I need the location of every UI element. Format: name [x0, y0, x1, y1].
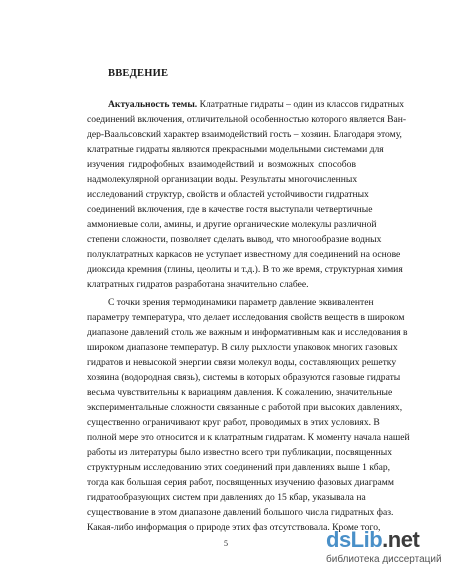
text-line: гидратообразующих систем при давлениях до 15 кбар, указывала на [87, 492, 366, 503]
text-line: существование в этом диапазоне давлений большого числа гидратных фаз. [87, 507, 394, 518]
text-line: соединений включения, отличительной особенностью которого является Ван- [87, 114, 407, 125]
first-line-rest: Клатратные гидраты – один из классов гидратных [199, 99, 405, 110]
text-line: исследований структур, свойств и областей устойчивости гидратных [87, 189, 369, 200]
text-line: весьма чувствительны к вариациям давления. К сожалению, значительные [87, 387, 393, 398]
text-line: хозяина (водородная связь), системы в которых образуются газовые гидраты [87, 372, 401, 383]
text-line: изучения гидрофобных взаимодействий и возможных способов [87, 159, 356, 170]
text-line: параметру температура, что делает исследования свойств веществ в широком [87, 312, 405, 323]
text-line: диапазоне давлений столь же важным и информативным как и исследования в [87, 327, 408, 338]
text-line: тогда как большая серия работ, посвященных изучению фазовых диаграмм [87, 477, 394, 488]
dslib-logo: dsLib.net [326, 527, 420, 552]
text-line: гидратов и невысокой энергии связи молекул воды, составляющих решетку [87, 357, 397, 368]
paragraph-1-first-line [108, 98, 405, 111]
text-line: клатратных гидратов разработана значительно слабее. [87, 279, 309, 290]
text-line: дер-Ваальсовский характер взаимодействий гость – хозяин. Благодаря этому, [87, 129, 402, 140]
text-line: полной мере это относится и к клатратным гидратам. К моменту начала нашей [87, 432, 410, 443]
text-line: работы из литературы было известно всего три публикации, посвященных [87, 447, 393, 458]
text-line: аммониевые соли, амины, и другие органические молекулы различной [87, 219, 377, 230]
text-line: широком диапазоне температур. В силу рыхлости упаковок многих газовых [87, 342, 398, 353]
text-line: полуклатратных каркасов не уступает известному для соединений на основе [87, 249, 401, 260]
topic-lead: Актуальность темы. [108, 99, 198, 110]
text-line: С точки зрения термодинамики параметр давление эквивалентен [108, 297, 374, 308]
text-line: Какая-либо информация о природе этих фаз отсутствовала. Кроме того, [87, 522, 381, 533]
text-line: существенно ограничивают круг работ, проводимых в этих условиях. В [87, 417, 380, 428]
watermark-subtitle: библиотека диссертаций [326, 554, 442, 565]
text-line: структурным исследованию этих соединений при давлениях выше 1 кбар, [87, 462, 391, 473]
text-line: клатратные гидраты являются прекрасными модельными системами для [87, 144, 384, 155]
text-line: диоксида кремния (глины, цеолиты и т.д.). В то же время, структурная химия [87, 264, 403, 275]
section-heading: ВВЕДЕНИЕ [108, 68, 169, 79]
text-line: экспериментальные сложности связанные с работой при высоких давлениях, [87, 402, 403, 413]
text-line: степени сложности, позволяет сделать вывод, что многообразие водных [87, 234, 382, 245]
dslib-watermark[interactable] [326, 527, 442, 570]
text-line: надмолекулярной организации воды. Результаты многочисленных [87, 174, 358, 185]
text-line: соединений включения, где в качестве гостя выступали четвертичные [87, 204, 373, 215]
page-number: 5 [224, 539, 228, 548]
